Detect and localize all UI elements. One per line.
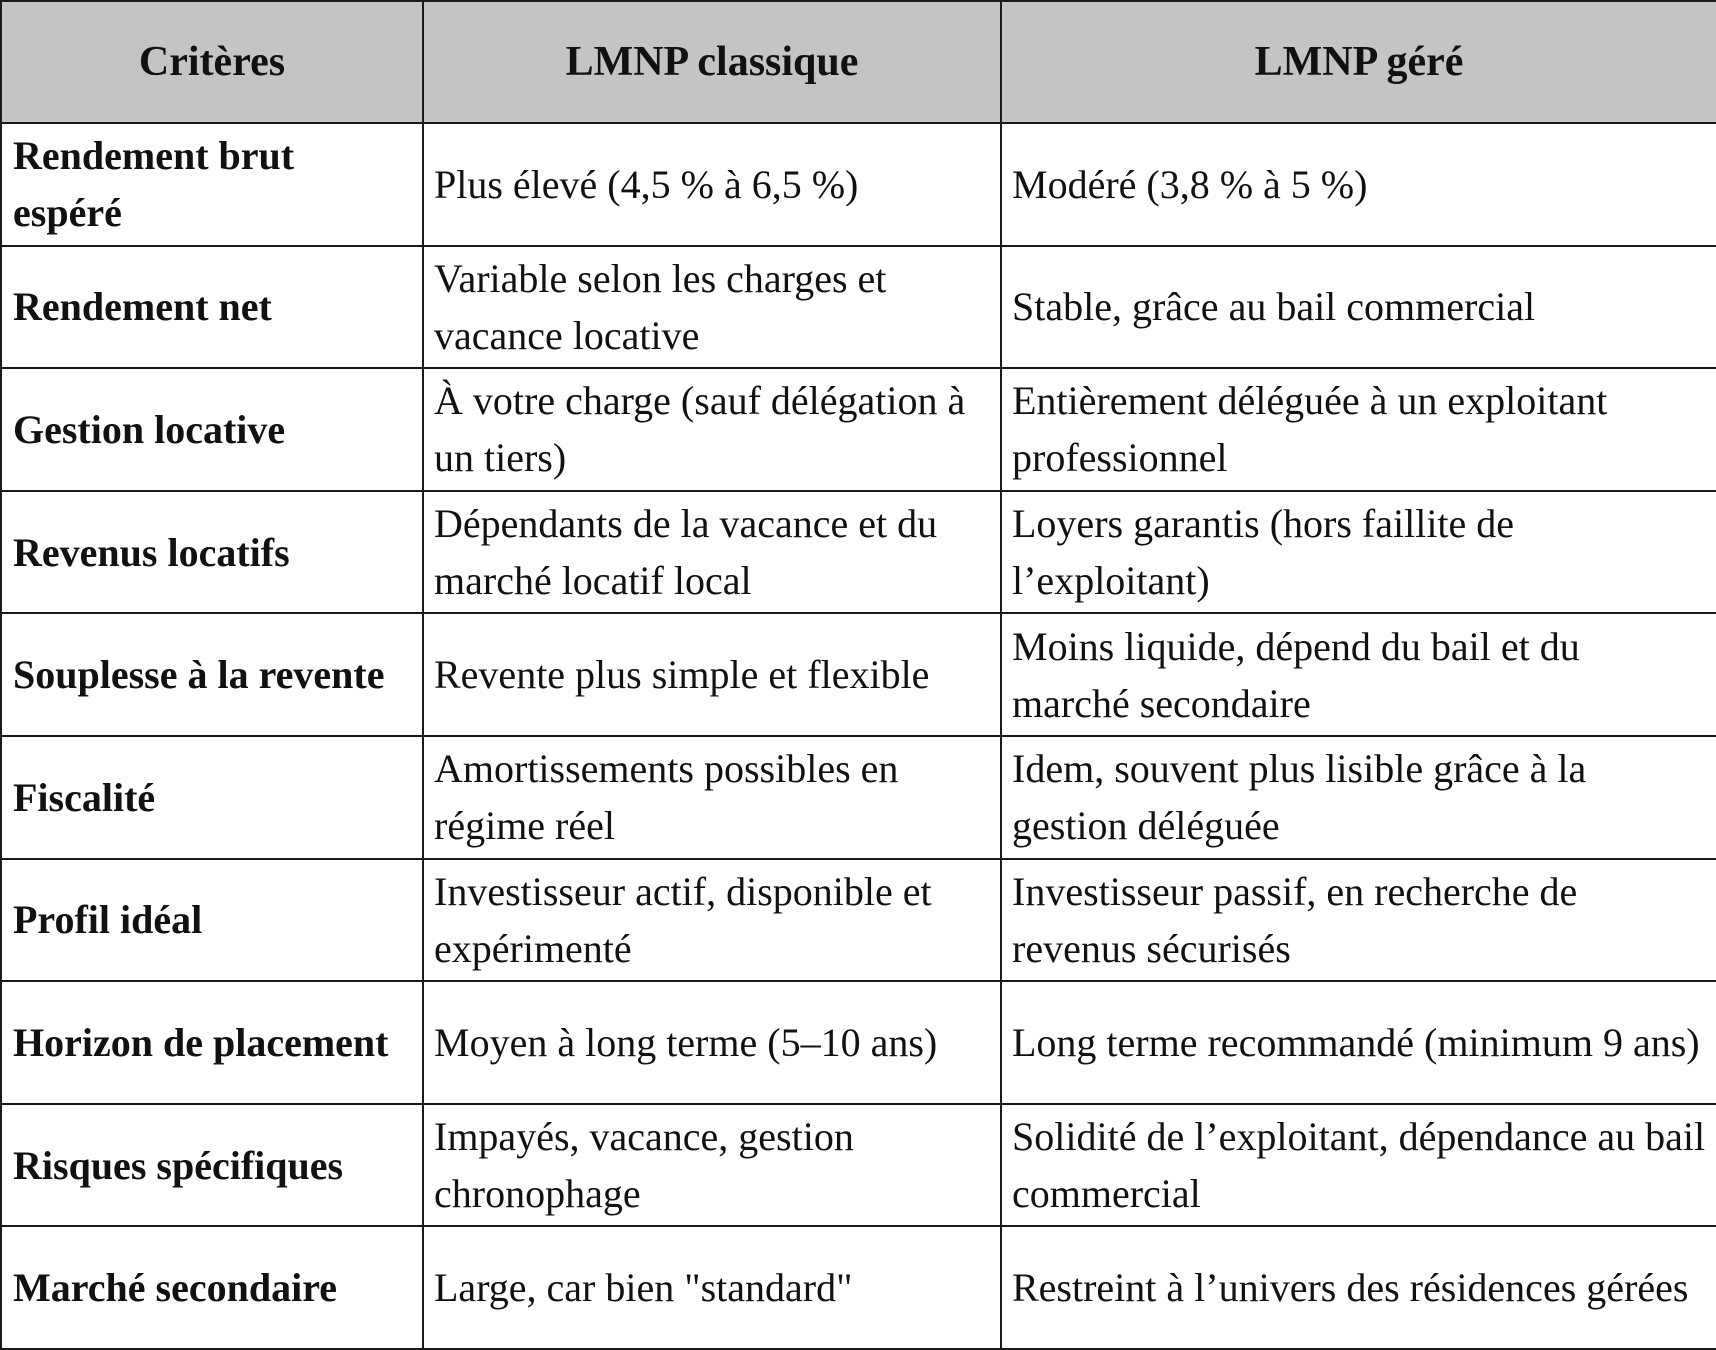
row-classique-value: Investisseur actif, disponible et expérimenté xyxy=(423,859,1001,982)
header-row xyxy=(1,1,1716,123)
row-gere-value: Entièrement déléguée à un exploitant professionnel xyxy=(1001,368,1716,491)
row-classique-value: Moyen à long terme (5–10 ans) xyxy=(423,981,1001,1104)
row-gere-value: Moins liquide, dépend du bail et du marché secondaire xyxy=(1001,613,1716,736)
row-classique-value: Variable selon les charges et vacance locative xyxy=(423,246,1001,369)
row-gere-value: Stable, grâce au bail commercial xyxy=(1001,246,1716,369)
row-gere-value: Loyers garantis (hors faillite de l’exploitant) xyxy=(1001,491,1716,614)
table-row xyxy=(1,1104,1716,1227)
table-row xyxy=(1,613,1716,736)
row-gere-value: Investisseur passif, en recherche de revenus sécurisés xyxy=(1001,859,1716,982)
row-criterion: Rendement brut espéré xyxy=(1,123,423,246)
row-classique-value: Plus élevé (4,5 % à 6,5 %) xyxy=(423,123,1001,246)
row-gere-value: Restreint à l’univers des résidences gérées xyxy=(1001,1226,1716,1349)
row-classique-value: Revente plus simple et flexible xyxy=(423,613,1001,736)
table-row xyxy=(1,1226,1716,1349)
row-criterion: Fiscalité xyxy=(1,736,423,859)
table-row xyxy=(1,491,1716,614)
row-criterion: Souplesse à la revente xyxy=(1,613,423,736)
row-gere-value: Solidité de l’exploitant, dépendance au bail commercial xyxy=(1001,1104,1716,1227)
row-classique-value: Impayés, vacance, gestion chronophage xyxy=(423,1104,1001,1227)
row-criterion: Risques spécifiques xyxy=(1,1104,423,1227)
row-criterion: Gestion locative xyxy=(1,368,423,491)
row-classique-value: Large, car bien "standard" xyxy=(423,1226,1001,1349)
row-criterion: Rendement net xyxy=(1,246,423,369)
row-classique-value: Amortissements possibles en régime réel xyxy=(423,736,1001,859)
row-classique-value: Dépendants de la vacance et du marché locatif local xyxy=(423,491,1001,614)
row-criterion: Marché secondaire xyxy=(1,1226,423,1349)
table-row xyxy=(1,981,1716,1104)
row-criterion: Revenus locatifs xyxy=(1,491,423,614)
row-criterion: Horizon de placement xyxy=(1,981,423,1104)
table-row xyxy=(1,246,1716,369)
row-criterion: Profil idéal xyxy=(1,859,423,982)
header-lmnp-classique: LMNP classique xyxy=(423,1,1001,123)
table-row xyxy=(1,368,1716,491)
table-row xyxy=(1,736,1716,859)
row-gere-value: Idem, souvent plus lisible grâce à la gestion déléguée xyxy=(1001,736,1716,859)
header-criteres: Critères xyxy=(1,1,423,123)
table-row xyxy=(1,859,1716,982)
row-gere-value: Modéré (3,8 % à 5 %) xyxy=(1001,123,1716,246)
table-row xyxy=(1,123,1716,246)
header-lmnp-gere: LMNP géré xyxy=(1001,1,1716,123)
row-gere-value: Long terme recommandé (minimum 9 ans) xyxy=(1001,981,1716,1104)
row-classique-value: À votre charge (sauf délégation à un tiers) xyxy=(423,368,1001,491)
